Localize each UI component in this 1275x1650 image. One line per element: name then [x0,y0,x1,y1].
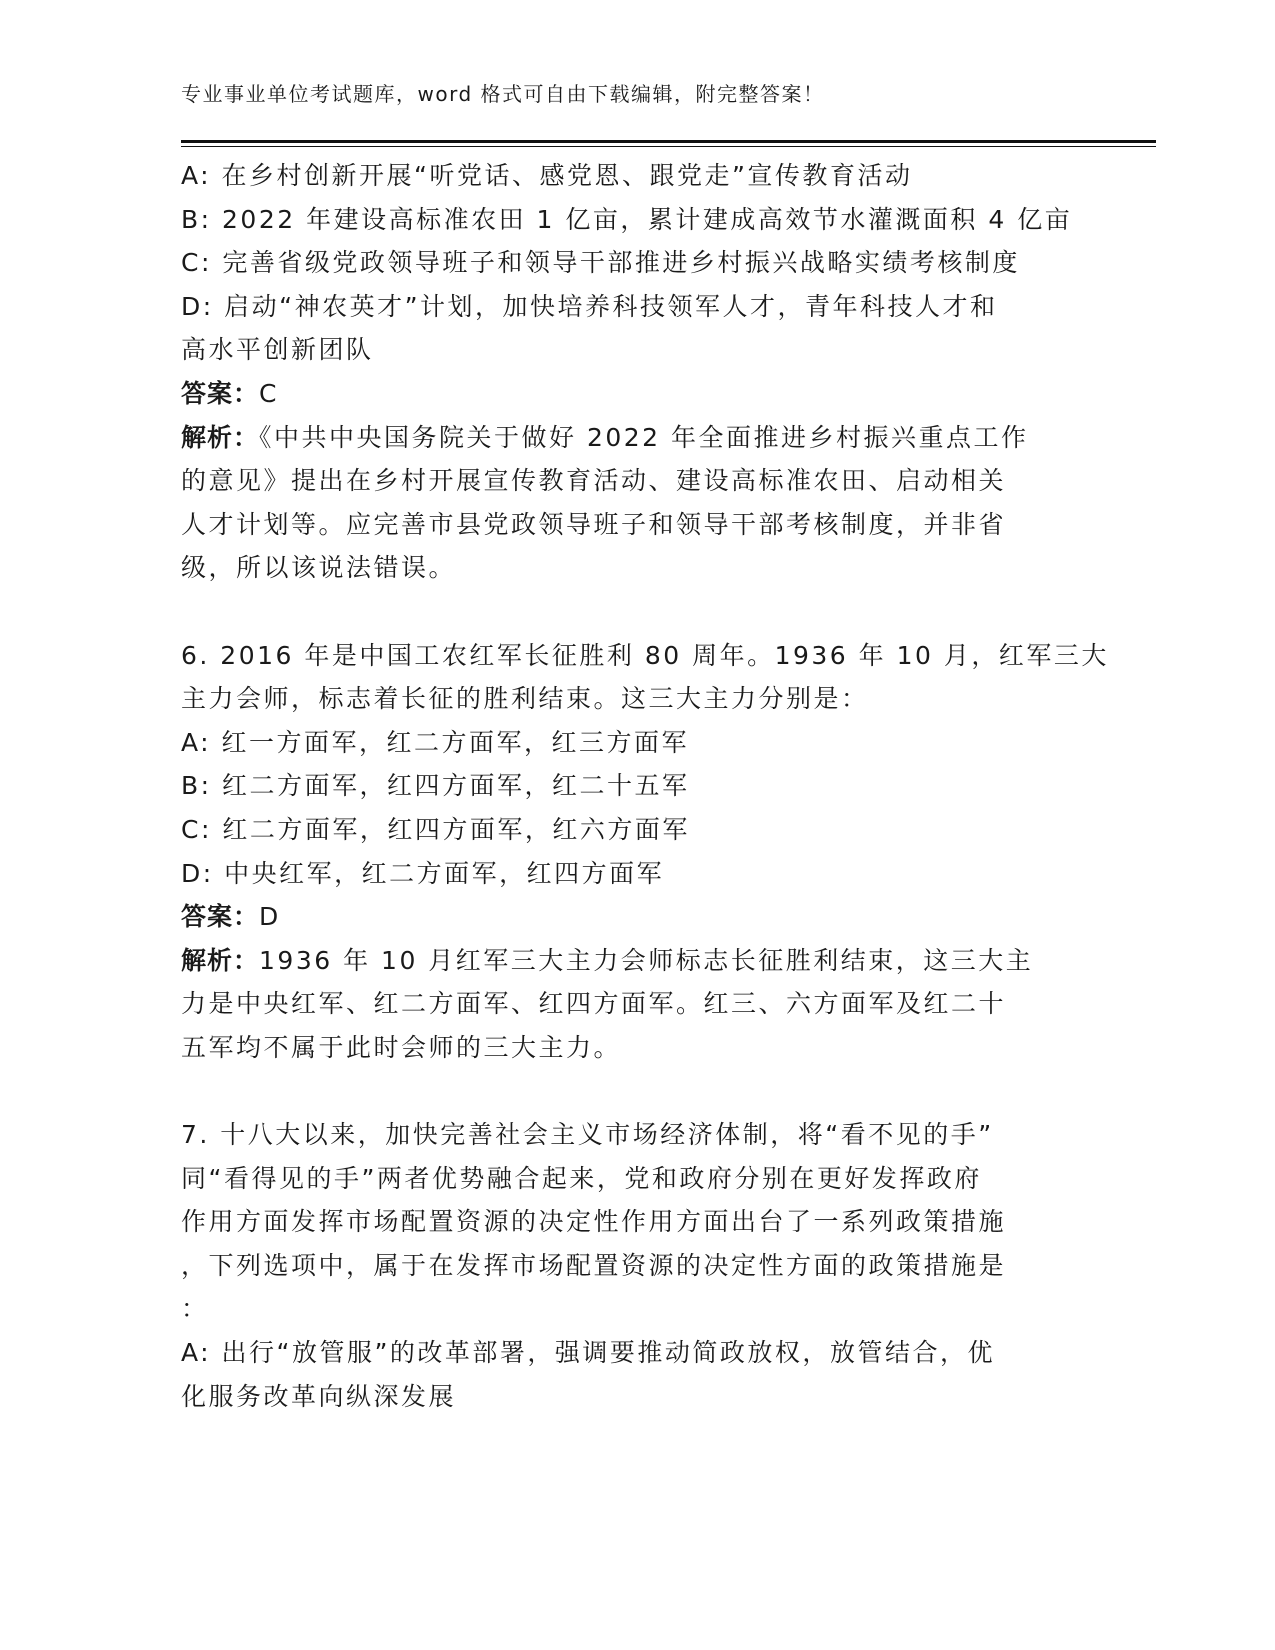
header-divider-thin [181,146,1156,147]
question-5-answer [181,372,1081,416]
page-header-tagline: 专业事业单位考试题库，word 格式可自由下载编辑，附完整答案！ [181,82,825,106]
answer-value: C [259,378,279,408]
analysis-line: 五军均不属于此时会师的三大主力。 [181,1032,622,1062]
document-body [181,154,1109,1418]
option-c: C: 红二方面军，红四方面军，红六方面军 [181,814,690,844]
question-5-analysis [181,416,1081,590]
question-line: ，下列选项中，属于在发挥市场配置资源的决定性方面的政策措施是 [181,1250,1007,1280]
question-6-analysis [181,939,1081,1070]
question-line: 主力会师，标志着长征的胜利结束。这三大主力分别是： [181,684,869,714]
answer-label: 答案： [181,378,260,408]
option-b: B: 2022 年建设高标准农田 1 亿亩，累计建成高效节水灌溉面积 4 亿亩 [181,204,1073,234]
question-line: ： [181,1294,209,1324]
question-5-options [181,154,1081,372]
option-a: A: 红一方面军，红二方面军，红三方面军 [181,727,690,757]
option-a-continued: 化服务改革向纵深发展 [181,1381,457,1411]
option-a: A: 在乡村创新开展“听党话、感党恩、跟党走”宣传教育活动 [181,161,913,190]
question-line: 作用方面发挥市场配置资源的决定性作用方面出台了一系列政策措施 [181,1207,1007,1237]
analysis-label: 解析： [181,422,260,452]
question-6-stem [181,634,1109,721]
option-d: D: 启动“神农英才”计划，加快培养科技领军人才，青年科技人才和 [181,291,998,321]
analysis-line: 力是中央红军、红二方面军、红四方面军。红三、六方面军及红二十 [181,989,1007,1019]
answer-label: 答案： [181,902,260,932]
question-line: 7. 十八大以来，加快完善社会主义市场经济体制，将“看不见的手” [181,1120,994,1150]
question-6-answer [181,895,1081,939]
analysis-line [181,939,1081,983]
analysis-label: 解析： [181,945,260,975]
analysis-line: 级，所以该说法错误。 [181,553,457,583]
analysis-text: 《中共中央国务院关于做好 2022 年全面推进乡村振兴重点工作 [259,422,1029,452]
option-d: D: 中央红军，红二方面军，红四方面军 [181,858,665,888]
question-6-options [181,721,1081,895]
analysis-line: 人才计划等。应完善市县党政领导班子和领导干部考核制度，并非省 [181,509,1007,539]
option-a: A: 出行“放管服”的改革部署，强调要推动简政放权，放管结合，优 [181,1338,995,1368]
option-b: B: 红二方面军，红四方面军，红二十五军 [181,771,690,801]
question-line: 同“看得见的手”两者优势融合起来，党和政府分别在更好发挥政府 [181,1163,982,1193]
question-7-options [181,1331,1081,1418]
analysis-line: 的意见》提出在乡村开展宣传教育活动、建设高标准农田、启动相关 [181,466,1007,496]
analysis-text: 1936 年 10 月红军三大主力会师标志长征胜利结束，这三大主 [259,945,1034,975]
question-7-stem [181,1113,1081,1331]
analysis-line [181,416,1081,460]
question-line: 6. 2016 年是中国工农红军长征胜利 80 周年。1936 年 10 月，红军三大 [181,640,1109,670]
spacer [181,590,1081,634]
answer-value: D [259,902,281,932]
header-divider-thick [181,140,1156,143]
option-c: C: 完善省级党政领导班子和领导干部推进乡村振兴战略实绩考核制度 [181,248,1020,278]
option-d-continued: 高水平创新团队 [181,335,374,365]
spacer [181,1069,1081,1113]
